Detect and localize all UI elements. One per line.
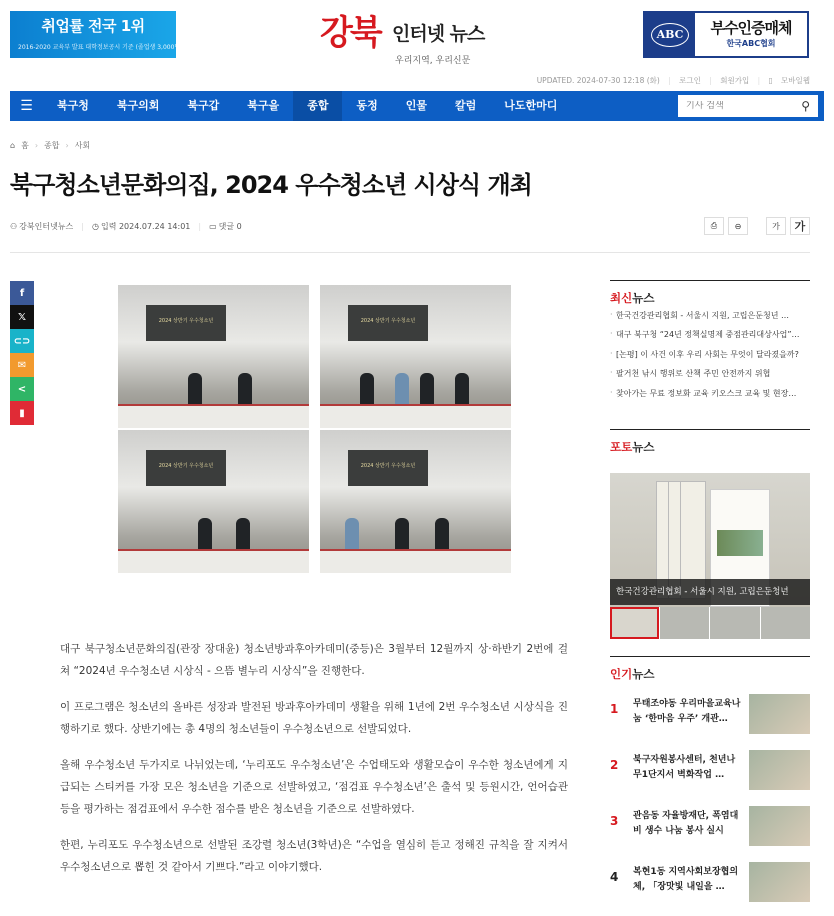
article-paragraph: 대구 북구청소년문화의집(관장 장대윤) 청소년방과후아카데미(중등)은 3월부터 12월까지 상·하반기 2번에 걸쳐 “2024년 우수청소년 시상식 - 으뜸 별누리 시상식”을 진행한다. xyxy=(60,643,568,677)
section-heading: 최신뉴스 xyxy=(610,280,810,310)
breadcrumb-society[interactable]: 사회 xyxy=(74,141,91,150)
x-icon[interactable]: 𝕏 xyxy=(10,305,34,329)
popular-news-title[interactable]: 관음동 자율방재단, 폭염대비 생수 나눔 봉사 실시 xyxy=(633,811,739,836)
font-larger-button[interactable]: 가 xyxy=(790,217,810,235)
article-tools xyxy=(704,217,810,235)
photo-news-section xyxy=(610,429,810,639)
popular-news-title[interactable]: 북구자원봉사센터, 천년나무1단지서 벽화작업 … xyxy=(633,755,736,780)
mobile-web-link[interactable]: ▯ 모바일웹 xyxy=(768,76,810,85)
ad-left-headline: 취업률 전국 1위 xyxy=(41,17,145,35)
facebook-icon[interactable]: f xyxy=(10,281,34,305)
nav-item-opinion[interactable]: 나도한마디 xyxy=(504,99,558,112)
chevron-right-icon: › xyxy=(65,141,69,150)
popular-news-title[interactable]: 무태조야동 우리마을교육나눔 ‘한마음 우주’ 개관… xyxy=(633,699,741,724)
article-body xyxy=(60,638,568,892)
latest-news-section xyxy=(610,280,810,407)
nav-item-bukgu-council[interactable]: 북구의회 xyxy=(116,99,160,112)
breadcrumb xyxy=(10,140,90,151)
utility-bar: UPDATED. 2024-07-30 12:18 (화) | 로그인 | 회원가입 | ▯ 모바일웹 xyxy=(536,76,810,85)
article-paragraph: 한편, 누리포도 우수청소년으로 선발된 조강렬 청소년(3학년)은 “수업을 열심히 듣고 정해진 규칙을 잘 지켜서 우수청소년으로 뽑힌 것 같아서 기쁘다.”라고 이야기했다. xyxy=(60,839,568,873)
logo-tagline: 우리지역, 우리신문 xyxy=(395,56,471,66)
bookmark-icon[interactable]: ▮ xyxy=(10,401,34,425)
popular-news-title[interactable]: 복현1동 지역사회보장협의체, 「장맛빛 내일을 … xyxy=(633,867,739,892)
chevron-right-icon: › xyxy=(34,141,39,150)
rank-number: 1 xyxy=(610,702,619,716)
site-header xyxy=(0,0,834,75)
abc-badge: ABC xyxy=(645,13,695,56)
photo-thumb[interactable] xyxy=(610,607,659,639)
nav-item-news[interactable]: 동정 xyxy=(356,99,378,112)
copy-link-icon[interactable]: ⊖ xyxy=(728,217,748,235)
article-paragraph: 올해 우수청소년 두가지로 나뉘었는데, ‘누리포도 우수청소년’은 수업태도와 생활모습이 우수한 청소년에게 지급되는 스티커를 가장 모은 청소년을 기준으로 선발하였고, ‘점검표 우수청소년’은 출석 및 등원시간, 언어습관 등을 평가하는 점검표에서 우수한 점수를 받은 청소년을 기준으로 선발하였다. xyxy=(60,759,568,815)
nav-item-bukgu-office[interactable]: 북구청 xyxy=(57,99,89,112)
clock-icon: ◷ xyxy=(91,222,99,231)
article-meta: ⚇ 강북인터넷뉴스 | ◷ 입력 2024.07.24 14:01 | ▭ 댓글 0 xyxy=(10,222,242,231)
updated-time: UPDATED. 2024-07-30 12:18 (화) xyxy=(536,76,660,85)
home-icon[interactable]: ⌂ xyxy=(10,141,16,150)
latest-news-item[interactable]: · [논평] 이 사건 이후 우리 사회는 무엇이 달라졌을까? xyxy=(610,349,810,368)
photo-cell: 2024 상반기 우수청소년 xyxy=(320,430,511,573)
divider xyxy=(10,252,810,253)
nav-item-general[interactable]: 종합 xyxy=(293,91,342,121)
link-icon[interactable]: ⊂⊃ xyxy=(10,329,34,353)
nav-item-column[interactable]: 칼럼 xyxy=(454,99,477,112)
share-icon[interactable]: < xyxy=(10,377,34,401)
article-title: 북구청소년문화의집, 2024 우수청소년 시상식 개최 xyxy=(10,171,532,199)
latest-news-item[interactable]: · 대구 북구청 “24년 정책실명제 중점관리대상사업”… xyxy=(610,329,810,348)
popular-news-thumb[interactable] xyxy=(749,750,810,790)
popular-news-thumb[interactable] xyxy=(749,862,810,902)
popular-news-item[interactable] xyxy=(610,692,810,748)
search-icon[interactable]: ⚲ xyxy=(801,99,810,113)
login-link[interactable]: 로그인 xyxy=(679,76,701,85)
breadcrumb-home[interactable]: 홈 xyxy=(21,141,29,150)
banner-ad-right[interactable] xyxy=(643,11,809,58)
section-heading: 포토뉴스 xyxy=(610,429,810,473)
article-date: 입력 2024.07.24 14:01 xyxy=(100,222,191,231)
photo-news-thumbnails xyxy=(610,607,810,639)
ad-left-fine-print: 2016-2020 교육부 발표 대학정보공시 기준 (졸업생 3,000명 이상 전문대학) xyxy=(18,44,222,51)
nav-item-bukgu-gap[interactable]: 북구갑 xyxy=(187,99,220,112)
photo-cell: 2024 상반기 우수청소년 xyxy=(118,285,309,428)
site-logo[interactable] xyxy=(320,5,510,65)
search-input[interactable] xyxy=(686,101,801,111)
photo-thumb[interactable] xyxy=(761,607,810,639)
popular-news-thumb[interactable] xyxy=(749,694,810,734)
nav-item-people[interactable]: 인물 xyxy=(405,99,427,112)
breadcrumb-general[interactable]: 종합 xyxy=(44,141,60,150)
photo-thumb[interactable] xyxy=(710,607,759,639)
latest-news-item[interactable]: · 팔거천 낚시 행위로 산책 주민 안전까지 위협 xyxy=(610,368,810,387)
popular-news-item[interactable] xyxy=(610,748,810,804)
search-box xyxy=(678,95,818,117)
latest-news-item[interactable]: · 찾아가는 무료 정보화 교육 키오스크 교육 및 현장… xyxy=(610,388,810,407)
nav-item-bukgu-eul[interactable]: 북구을 xyxy=(247,99,280,112)
photo-cell: 2024 상반기 우수청소년 xyxy=(320,285,511,428)
rank-number: 3 xyxy=(610,814,619,828)
popular-news-thumb[interactable] xyxy=(749,806,810,846)
rank-number: 4 xyxy=(610,870,619,884)
share-bar xyxy=(10,281,34,425)
photo-thumb[interactable] xyxy=(660,607,709,639)
latest-news-item[interactable]: · 한국건강관리협회 - 서울시 지원, 고립은둔청년 … xyxy=(610,310,810,329)
comment-icon: ▭ xyxy=(209,222,217,231)
article-comments[interactable]: 댓글 0 xyxy=(218,222,242,231)
article-photo[interactable] xyxy=(118,285,511,573)
popular-news-item[interactable] xyxy=(610,860,810,916)
photo-cell: 2024 상반기 우수청소년 xyxy=(118,430,309,573)
popular-news-item[interactable] xyxy=(610,804,810,860)
mail-icon[interactable]: ✉ xyxy=(10,353,34,377)
print-icon[interactable]: ⎙ xyxy=(704,217,724,235)
font-smaller-button[interactable]: 가 xyxy=(766,217,786,235)
hamburger-menu-icon[interactable]: ☰ xyxy=(20,98,33,114)
rank-number: 2 xyxy=(610,758,619,772)
ad-right-line2: 한국ABC협회 xyxy=(726,39,776,48)
logo-name: 인터넷 뉴스 xyxy=(392,23,485,45)
popular-news-section xyxy=(610,656,810,916)
ad-right-line1: 부수인증매체 xyxy=(710,19,792,37)
logo-mark: 강북 xyxy=(320,13,380,53)
join-link[interactable]: 회원가입 xyxy=(720,76,750,85)
banner-ad-left[interactable] xyxy=(10,11,222,58)
author-icon: ⚇ xyxy=(10,222,18,231)
section-heading: 인기뉴스 xyxy=(610,656,810,692)
article-paragraph: 이 프로그램은 청소년의 올바른 성장과 발전된 방과후아카데미 생활을 위해 1년에 2번 우수청소년 시상식을 진행하기로 했다. 상반기에는 총 4명의 청소년들이 우수청소년으로 선발되었다. xyxy=(60,701,568,735)
article-author: 강북인터넷뉴스 xyxy=(19,222,74,231)
photo-news-caption[interactable]: 한국건강관리협회 - 서울시 지원, 고립은둔청년 xyxy=(610,579,810,605)
main-nav xyxy=(10,91,824,121)
